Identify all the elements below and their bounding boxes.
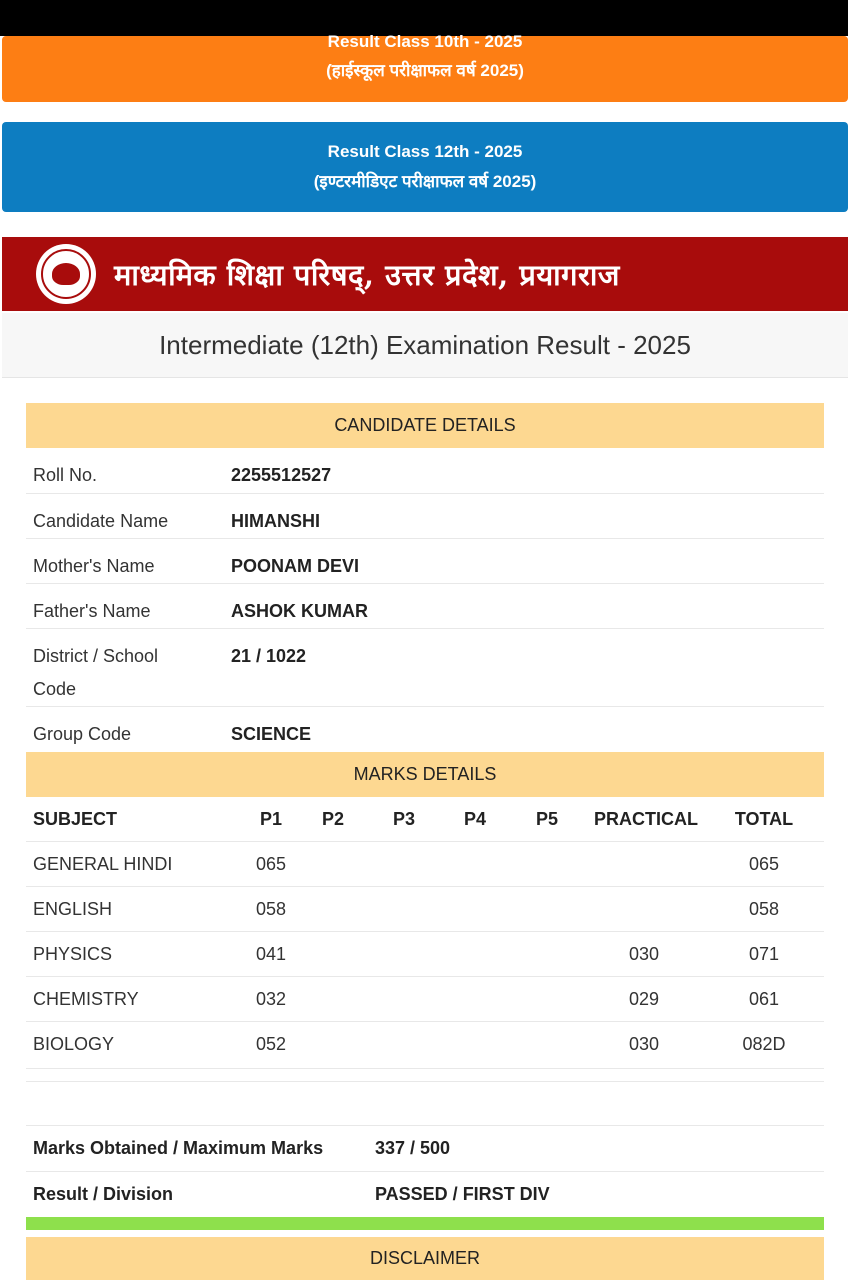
subject-cell: ENGLISH [33, 899, 113, 919]
spacer-row [26, 1082, 824, 1126]
detail-value: HIMANSHI [231, 511, 320, 531]
class12-title: Result Class 12th - 2025 [327, 142, 523, 161]
detail-label: District / School Code [33, 646, 159, 699]
class12-subtitle: (इण्टरमीडिएट परीक्षाफल वर्ष 2025) [313, 172, 537, 191]
board-banner [2, 237, 848, 311]
column-header: TOTAL [734, 809, 794, 829]
result-status-bar [26, 1217, 824, 1230]
detail-row-roll-no [26, 448, 824, 494]
total-cell: 065 [748, 854, 780, 874]
detail-value: SCIENCE [231, 724, 312, 744]
detail-value: POONAM DEVI [231, 556, 360, 576]
marks-details-heading: MARKS DETAILS [26, 752, 824, 797]
detail-label: Roll No. [33, 465, 98, 485]
practical-cell: 030 [628, 944, 660, 964]
result-division-value: PASSED / FIRST DIV [375, 1184, 550, 1204]
column-header: SUBJECT [33, 809, 118, 829]
board-name: माध्यमिक शिक्षा परिषद्, उत्तर प्रदेश, प्रयागराज [114, 257, 620, 292]
candidate-details-heading: CANDIDATE DETAILS [26, 403, 824, 448]
column-header: P4 [463, 809, 487, 829]
detail-label: Father's Name [33, 601, 151, 621]
p1-cell: 065 [255, 854, 287, 874]
class10-title: Result Class 10th - 2025 [327, 32, 523, 51]
subject-cell: BIOLOGY [33, 1034, 115, 1054]
p1-cell: 052 [255, 1034, 287, 1054]
subject-cell: GENERAL HINDI [33, 854, 173, 874]
p1-cell: 041 [255, 944, 287, 964]
column-header: PRACTICAL [594, 809, 698, 829]
practical-cell: 029 [628, 989, 660, 1009]
detail-row-district-school-code [26, 629, 824, 707]
p1-cell: 058 [255, 899, 287, 919]
table-row [26, 887, 824, 932]
result-class-12-button[interactable] [2, 122, 848, 212]
total-cell: 082D [742, 1034, 786, 1054]
table-row-spacer [26, 1069, 824, 1082]
result-division-label: Result / Division [33, 1184, 174, 1204]
subject-cell: CHEMISTRY [33, 989, 139, 1009]
total-cell: 071 [748, 944, 780, 964]
detail-value: ASHOK KUMAR [231, 601, 368, 621]
table-row [26, 842, 824, 887]
total-cell: 061 [748, 989, 780, 1009]
detail-value: 2255512527 [231, 465, 332, 485]
column-header: P3 [392, 809, 416, 829]
p1-cell: 032 [255, 989, 287, 1009]
result-division-row [26, 1172, 824, 1218]
detail-value: 21 / 1022 [231, 646, 307, 666]
table-row [26, 977, 824, 1022]
table-row [26, 932, 824, 977]
exam-title: Intermediate (12th) Examination Result - 2025 [2, 313, 848, 378]
marks-table-header [26, 797, 824, 842]
marks-obtained-label: Marks Obtained / Maximum Marks [33, 1138, 324, 1158]
detail-label: Mother's Name [33, 556, 155, 576]
marks-obtained-value: 337 / 500 [375, 1138, 451, 1158]
total-cell: 058 [748, 899, 780, 919]
column-header: P1 [259, 809, 283, 829]
practical-cell: 030 [628, 1034, 660, 1054]
detail-row-father-name [26, 584, 824, 629]
detail-label: Group Code [33, 724, 132, 744]
result-class-10-button[interactable] [2, 32, 848, 102]
board-seal-icon [36, 244, 96, 304]
marks-obtained-row [26, 1126, 824, 1172]
class10-subtitle: (हाईस्कूल परीक्षाफल वर्ष 2025) [326, 61, 524, 80]
disclaimer-heading: DISCLAIMER [26, 1237, 824, 1280]
detail-row-mother-name [26, 539, 824, 584]
detail-row-candidate-name [26, 494, 824, 539]
subject-cell: PHYSICS [33, 944, 113, 964]
table-row [26, 1022, 824, 1069]
column-header: P2 [321, 809, 345, 829]
column-header: P5 [535, 809, 559, 829]
detail-label: Candidate Name [33, 511, 169, 531]
detail-row-group-code [26, 707, 824, 752]
